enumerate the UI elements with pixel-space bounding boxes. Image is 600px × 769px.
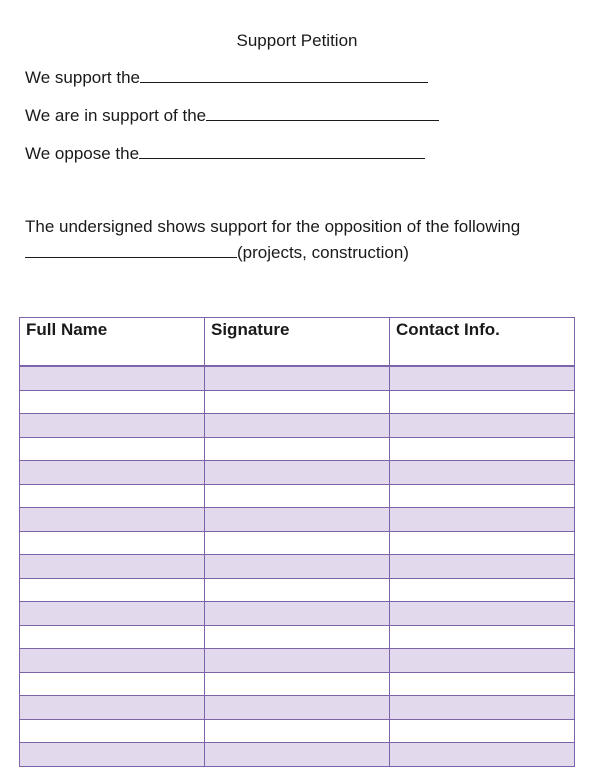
table-row: [20, 461, 575, 485]
cell-signature[interactable]: [205, 461, 390, 485]
cell-contact-info[interactable]: [390, 508, 575, 532]
cell-signature[interactable]: [205, 484, 390, 508]
paragraph-line-2: [25, 243, 409, 263]
cell-contact-info[interactable]: [390, 602, 575, 626]
cell-signature[interactable]: [205, 414, 390, 438]
cell-full-name[interactable]: [20, 578, 205, 602]
cell-contact-info[interactable]: [390, 414, 575, 438]
table-row: [20, 414, 575, 438]
cell-full-name[interactable]: [20, 555, 205, 579]
project-blank[interactable]: [25, 243, 237, 258]
cell-signature[interactable]: [205, 672, 390, 696]
cell-full-name[interactable]: [20, 743, 205, 767]
paragraph-line-1: The undersigned shows support for the opposition of the following: [25, 217, 521, 236]
table-row: [20, 672, 575, 696]
cell-signature[interactable]: [205, 390, 390, 414]
table-row: [20, 508, 575, 532]
cell-contact-info[interactable]: [390, 649, 575, 673]
cell-signature[interactable]: [205, 696, 390, 720]
cell-signature[interactable]: [205, 625, 390, 649]
table-row: [20, 531, 575, 555]
table-header-row: [20, 318, 575, 367]
in-support-blank[interactable]: [206, 106, 439, 121]
page-title: Support Petition: [236, 31, 358, 50]
cell-contact-info[interactable]: [390, 743, 575, 767]
cell-full-name[interactable]: [20, 461, 205, 485]
cell-full-name[interactable]: [20, 649, 205, 673]
cell-contact-info[interactable]: [390, 484, 575, 508]
cell-signature[interactable]: [205, 602, 390, 626]
support-blank[interactable]: [140, 68, 428, 83]
cell-full-name[interactable]: [20, 390, 205, 414]
support-label: We support the: [25, 68, 140, 87]
cell-full-name[interactable]: [20, 508, 205, 532]
cell-full-name[interactable]: [20, 366, 205, 390]
in-support-label: We are in support of the: [25, 106, 207, 125]
table-row: [20, 578, 575, 602]
table-row: [20, 390, 575, 414]
cell-full-name[interactable]: [20, 672, 205, 696]
cell-full-name[interactable]: [20, 484, 205, 508]
cell-full-name[interactable]: [20, 437, 205, 461]
cell-contact-info[interactable]: [390, 390, 575, 414]
cell-contact-info[interactable]: [390, 555, 575, 579]
support-line: [25, 68, 428, 88]
cell-contact-info[interactable]: [390, 625, 575, 649]
cell-contact-info[interactable]: [390, 461, 575, 485]
oppose-label: We oppose the: [25, 144, 140, 163]
cell-contact-info[interactable]: [390, 437, 575, 461]
cell-full-name[interactable]: [20, 719, 205, 743]
paragraph-suffix: (projects, construction): [237, 243, 409, 262]
table-row: [20, 743, 575, 767]
table-row: [20, 719, 575, 743]
cell-contact-info[interactable]: [390, 696, 575, 720]
cell-full-name[interactable]: [20, 696, 205, 720]
cell-contact-info[interactable]: [390, 578, 575, 602]
in-support-line: [25, 106, 439, 126]
cell-full-name[interactable]: [20, 602, 205, 626]
cell-full-name[interactable]: [20, 414, 205, 438]
cell-signature[interactable]: [205, 719, 390, 743]
table-row: [20, 649, 575, 673]
table-body: [20, 366, 575, 766]
cell-contact-info[interactable]: [390, 672, 575, 696]
signature-table: [19, 317, 575, 767]
oppose-line: [25, 144, 425, 164]
cell-signature[interactable]: [205, 508, 390, 532]
table-row: [20, 696, 575, 720]
header-signature: Signature: [205, 318, 390, 367]
table-row: [20, 625, 575, 649]
cell-signature[interactable]: [205, 743, 390, 767]
table-row: [20, 437, 575, 461]
cell-signature[interactable]: [205, 531, 390, 555]
oppose-blank[interactable]: [139, 144, 425, 159]
header-full-name: Full Name: [20, 318, 205, 367]
header-contact-info: Contact Info.: [390, 318, 575, 367]
cell-signature[interactable]: [205, 366, 390, 390]
table-row: [20, 555, 575, 579]
table-row: [20, 366, 575, 390]
cell-contact-info[interactable]: [390, 719, 575, 743]
cell-full-name[interactable]: [20, 625, 205, 649]
table-row: [20, 602, 575, 626]
table-row: [20, 484, 575, 508]
cell-contact-info[interactable]: [390, 366, 575, 390]
cell-signature[interactable]: [205, 649, 390, 673]
cell-contact-info[interactable]: [390, 531, 575, 555]
cell-signature[interactable]: [205, 578, 390, 602]
cell-signature[interactable]: [205, 437, 390, 461]
cell-full-name[interactable]: [20, 531, 205, 555]
cell-signature[interactable]: [205, 555, 390, 579]
